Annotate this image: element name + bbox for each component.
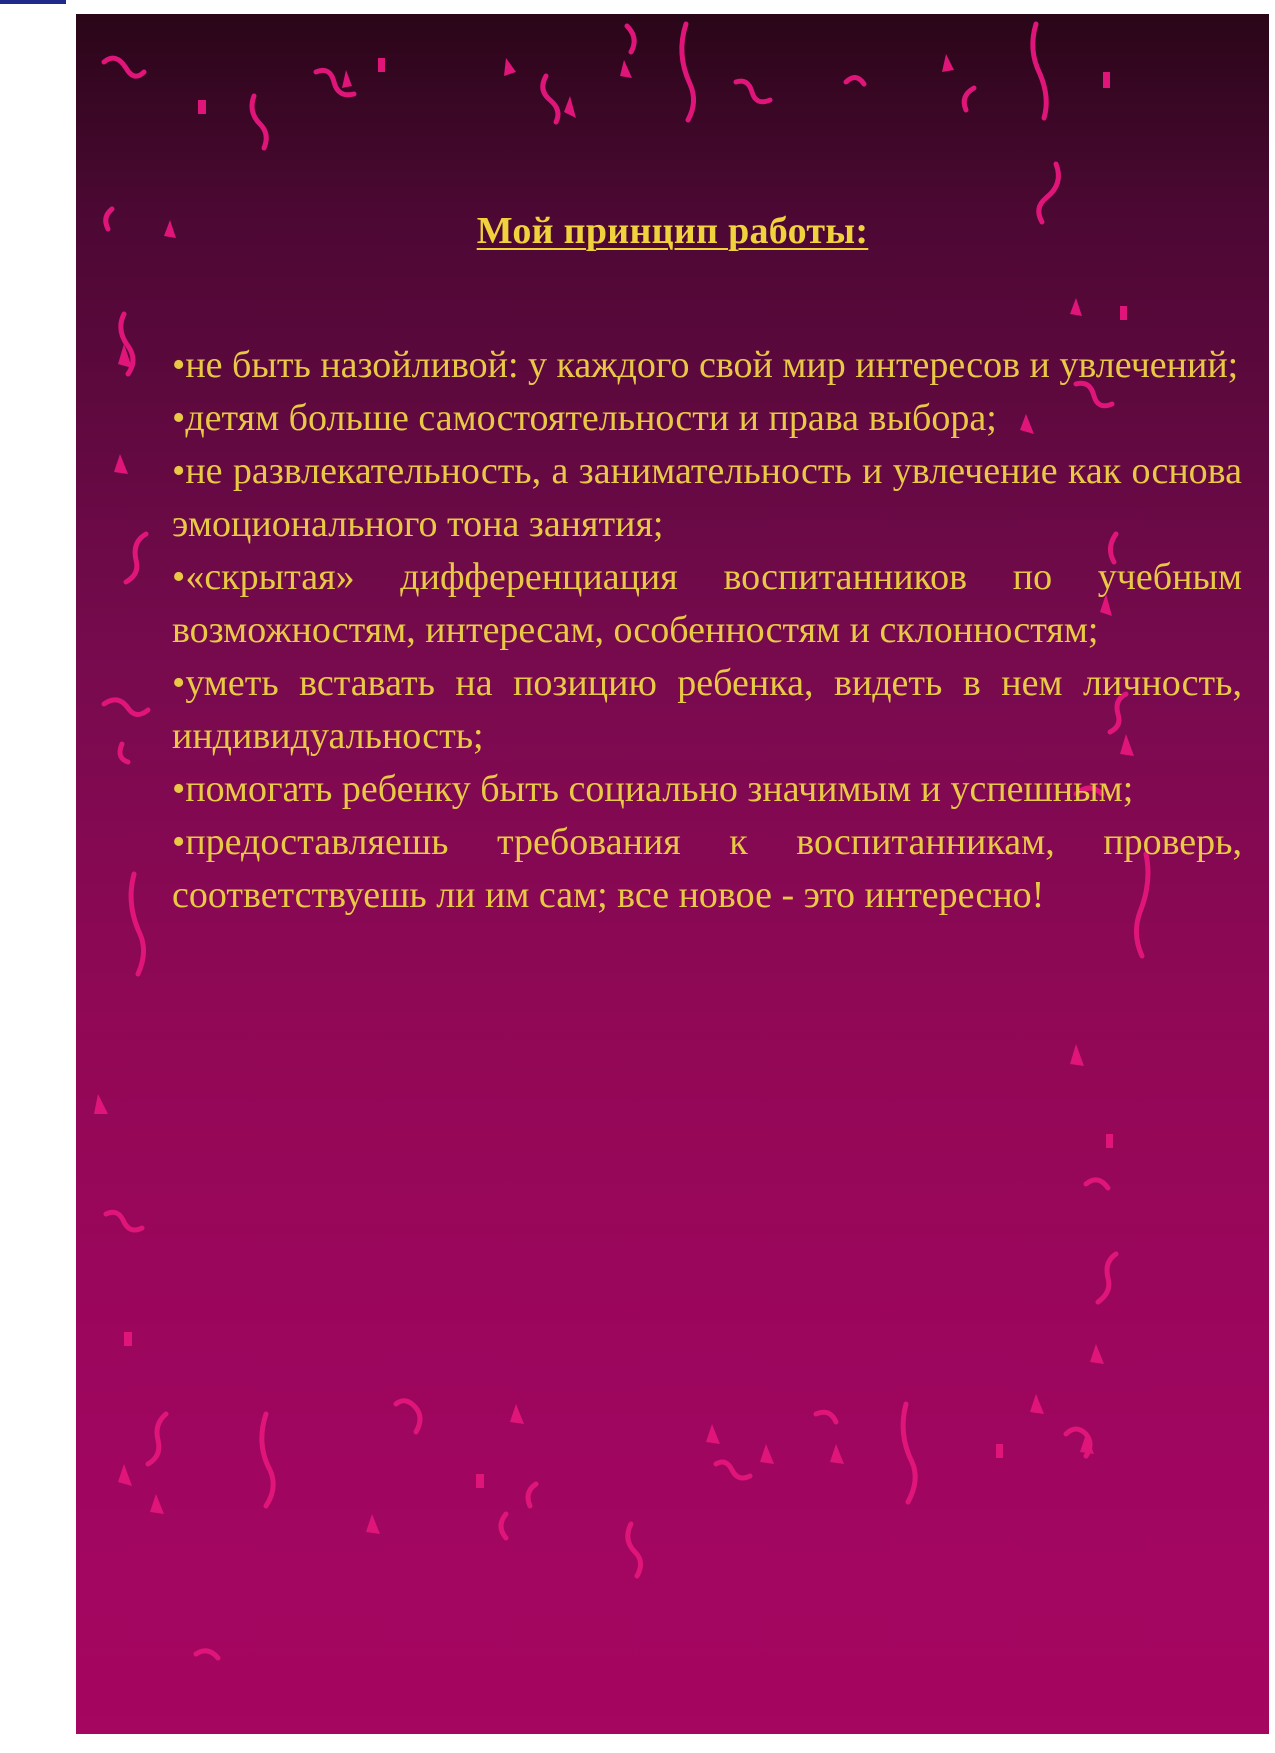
bullet-icon: • <box>172 821 186 863</box>
list-item <box>172 445 1242 551</box>
principle-text: уметь вставать на позицию ребенка, видеть в нем личность, индивидуальность; <box>172 662 1242 757</box>
bullet-icon: • <box>172 344 186 386</box>
list-item <box>172 816 1242 922</box>
list-item <box>172 339 1242 392</box>
bullet-icon: • <box>172 768 186 810</box>
bullet-icon: • <box>172 556 186 598</box>
list-item <box>172 657 1242 763</box>
list-item <box>172 392 1242 445</box>
principle-text: не развлекательность, а занимательность и увлечение как основа эмоционального тона занятия; <box>172 450 1242 545</box>
principles-list <box>172 339 1242 922</box>
principle-text: детям больше самостоятельности и права выбора; <box>185 397 997 439</box>
scan-edge-mark <box>0 0 66 4</box>
list-item <box>172 763 1242 816</box>
principle-text: «скрытая» дифференциация воспитанников по учебным возможностям, интересам, особенностям и склонностям; <box>172 556 1242 651</box>
bullet-icon: • <box>172 450 186 492</box>
principle-text: предоставляешь требования к воспитанникам, проверь, соответствуешь ли им сам; все новое - это интересно! <box>172 821 1242 916</box>
principle-text: не быть назойливой: у каждого свой мир интересов и увлечений; <box>185 344 1239 386</box>
bullet-icon: • <box>172 662 186 704</box>
principle-text: помогать ребенку быть социально значимым и успешным; <box>185 768 1134 810</box>
bullet-icon: • <box>172 397 186 439</box>
list-item <box>172 551 1242 657</box>
page-title: Мой принцип работы: <box>476 210 869 252</box>
poster-page <box>76 14 1269 1734</box>
